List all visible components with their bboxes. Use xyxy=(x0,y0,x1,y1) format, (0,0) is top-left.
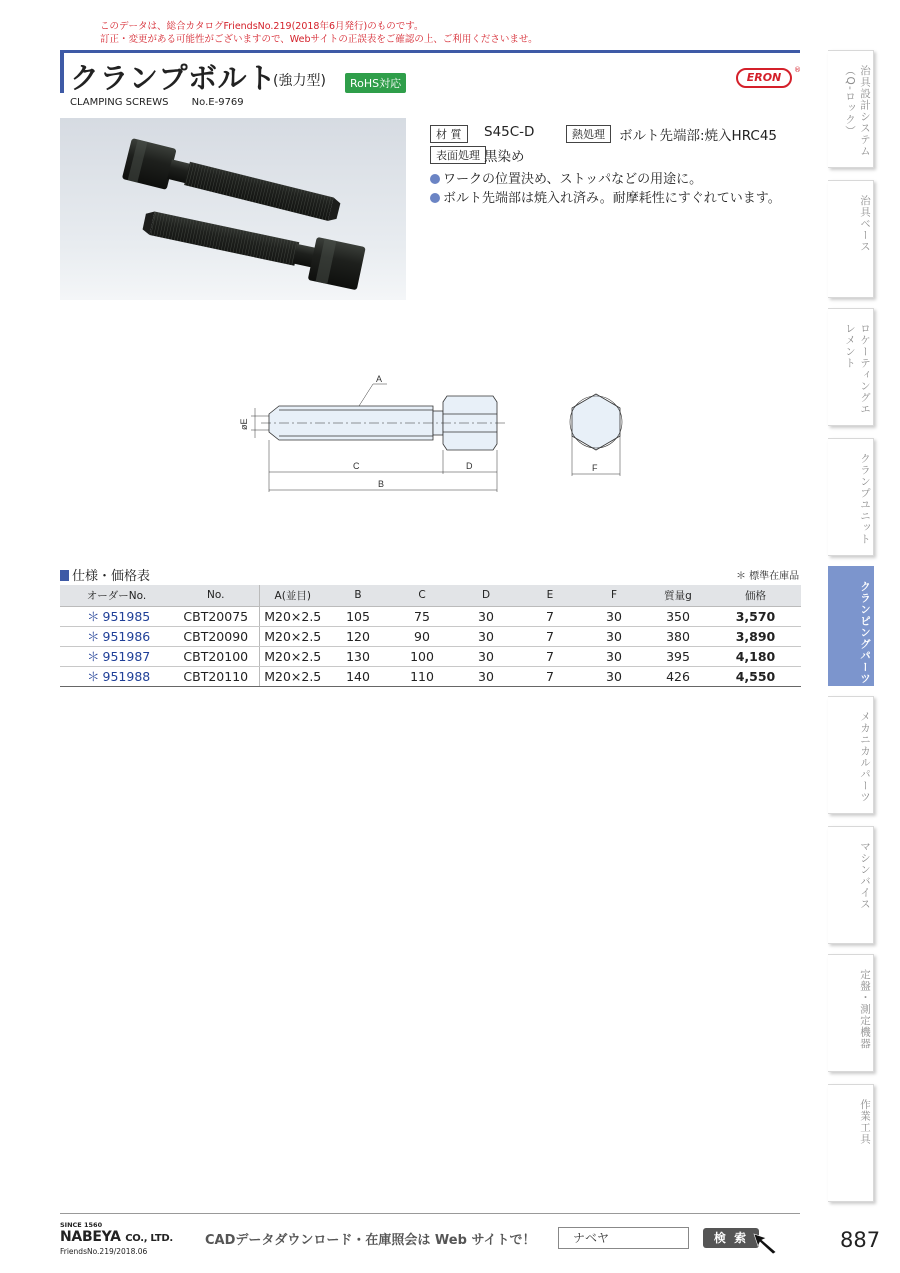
sidebar-tab-clamp-unit[interactable] xyxy=(828,438,874,556)
e-cell: 7 xyxy=(518,666,582,686)
sidebar-tab-mechanical-parts[interactable] xyxy=(828,696,874,814)
e-cell: 7 xyxy=(518,606,582,626)
sidebar-tab-label: クランプユニット xyxy=(859,453,871,545)
page-number: 887 xyxy=(840,1228,881,1252)
surface-treatment-value: 黒染め xyxy=(484,149,525,165)
heat-treatment-value: ボルト先端部:焼入HRC45 xyxy=(619,128,778,144)
footer-rule xyxy=(60,1213,800,1214)
title-rule xyxy=(60,50,800,53)
page-title: クランプボルト xyxy=(70,61,277,95)
spec-price-table xyxy=(60,585,801,687)
mass-cell: 380 xyxy=(646,626,710,646)
c-cell: 75 xyxy=(390,606,454,626)
feature-text-1: ワークの位置決め、ストッパなどの用途に。 xyxy=(443,172,703,187)
bolt-photo-illustration xyxy=(60,118,406,300)
c-cell: 100 xyxy=(390,646,454,666)
col-order-no: オーダーNo. xyxy=(60,585,173,606)
price-cell: 4,550 xyxy=(710,666,801,686)
sidebar-tab-label: 治具ベース xyxy=(859,195,871,253)
spec-table-title xyxy=(60,565,150,584)
part-no-cell: CBT20090 xyxy=(173,626,259,646)
company-since: SINCE 1560 xyxy=(60,1221,103,1229)
brand-registered-mark: ® xyxy=(794,66,801,74)
col-mass: 質量g xyxy=(646,585,710,606)
f-cell: 30 xyxy=(582,606,646,626)
rohs-badge: RoHS対応 xyxy=(345,73,406,93)
price-cell: 4,180 xyxy=(710,646,801,666)
sidebar-tab-surface-plate[interactable] xyxy=(828,954,874,1072)
sidebar-tab-jig-base[interactable] xyxy=(828,180,874,298)
bullet-dot-icon xyxy=(430,193,440,203)
part-no-cell: CBT20110 xyxy=(173,666,259,686)
search-button[interactable]: 検 索 xyxy=(703,1228,759,1248)
b-cell: 140 xyxy=(326,666,390,686)
a-cell: M20×2.5 xyxy=(259,646,326,666)
a-cell: M20×2.5 xyxy=(259,626,326,646)
part-no-cell: CBT20100 xyxy=(173,646,259,666)
sidebar-tab-label: ロケーティングエレメント xyxy=(844,323,871,415)
product-photo xyxy=(60,118,406,300)
d-cell: 30 xyxy=(454,666,518,686)
f-cell: 30 xyxy=(582,646,646,666)
table-header-row xyxy=(60,585,801,606)
mass-cell: 350 xyxy=(646,606,710,626)
c-cell: 110 xyxy=(390,666,454,686)
brand-logo: ERON xyxy=(736,68,792,88)
order-no-cell[interactable] xyxy=(60,626,173,646)
dim-label-d: D xyxy=(466,461,473,471)
table-row xyxy=(60,626,801,646)
mass-cell: 426 xyxy=(646,666,710,686)
sidebar-tab-label: クランピングパーツ xyxy=(859,581,871,685)
company-name: NABEYA xyxy=(60,1229,121,1245)
dim-label-e: øE xyxy=(239,418,249,430)
sidebar-tab-locating-element[interactable] xyxy=(828,308,874,426)
spec-table-title-text: 仕様・価格表 xyxy=(72,569,151,584)
dim-label-a: A xyxy=(376,374,383,384)
price-cell: 3,570 xyxy=(710,606,801,626)
sidebar-tab-machine-vise[interactable] xyxy=(828,826,874,944)
notice-line-2: 訂正・変更がある可能性がございますので、Webサイトの正誤表をご確認の上、ご利用くださいませ。 xyxy=(100,34,538,45)
col-e: E xyxy=(518,585,582,606)
order-no-cell[interactable] xyxy=(60,646,173,666)
feature-bullet-1 xyxy=(430,168,702,187)
feature-bullet-2 xyxy=(430,187,781,206)
order-no-cell[interactable] xyxy=(60,666,173,686)
col-no: No. xyxy=(173,585,259,606)
e-cell: 7 xyxy=(518,646,582,666)
company-suffix: CO., LTD. xyxy=(125,1233,173,1244)
catalog-edition: FriendsNo.219/2018.06 xyxy=(60,1247,148,1256)
title-accent-bar xyxy=(60,53,64,93)
order-no[interactable]: 951988 xyxy=(102,669,151,684)
stock-asterisk-icon: ＊ xyxy=(87,649,100,664)
heat-treatment-label: 熱処理 xyxy=(566,125,611,143)
stock-note: ＊ 標準在庫品 xyxy=(736,571,800,582)
a-cell: M20×2.5 xyxy=(259,606,326,626)
part-no-cell: CBT20075 xyxy=(173,606,259,626)
order-no-cell[interactable] xyxy=(60,606,173,626)
company-logo xyxy=(60,1229,173,1245)
col-price: 価格 xyxy=(710,585,801,606)
col-b: B xyxy=(326,585,390,606)
sidebar-tab-label: 作業工具 xyxy=(859,1099,871,1145)
e-cell: 7 xyxy=(518,626,582,646)
cad-download-text: CADデータダウンロード・在庫照会は Web サイトで！ xyxy=(205,1233,536,1248)
b-cell: 105 xyxy=(326,606,390,626)
sidebar-tab-label: 定盤・測定機器 xyxy=(859,969,871,1050)
b-cell: 130 xyxy=(326,646,390,666)
stock-asterisk-icon: ＊ xyxy=(87,629,100,644)
subtitle-en: CLAMPING SCREWS xyxy=(70,97,169,108)
bullet-dot-icon xyxy=(430,174,440,184)
col-d: D xyxy=(454,585,518,606)
section-marker-icon xyxy=(60,570,69,581)
table-row xyxy=(60,606,801,626)
f-cell: 30 xyxy=(582,666,646,686)
technical-drawing xyxy=(225,370,665,500)
order-no[interactable]: 951986 xyxy=(102,629,151,644)
sidebar-tab-hand-tools[interactable] xyxy=(828,1084,874,1202)
b-cell: 120 xyxy=(326,626,390,646)
d-cell: 30 xyxy=(454,626,518,646)
pointer-cursor-icon xyxy=(752,1232,780,1256)
mass-cell: 395 xyxy=(646,646,710,666)
a-cell: M20×2.5 xyxy=(259,666,326,686)
col-a: A(並目) xyxy=(259,585,326,606)
sidebar-tab-label: 治具設計システム（Q-ロック） xyxy=(844,65,871,157)
page-title-sub: (強力型) xyxy=(273,73,326,89)
order-no[interactable]: 951987 xyxy=(102,649,151,664)
col-f: F xyxy=(582,585,646,606)
catalog-notice xyxy=(100,20,538,46)
f-cell: 30 xyxy=(582,626,646,646)
dimension-drawing xyxy=(225,370,665,500)
sidebar-tab-q-lock[interactable] xyxy=(828,50,874,168)
feature-text-2: ボルト先端部は焼入れ済み。耐摩耗性にすぐれています。 xyxy=(443,191,781,206)
dim-label-c: C xyxy=(353,461,360,471)
notice-line-1: このデータは、総合カタログFriendsNo.219(2018年6月発行)のものです。 xyxy=(100,21,424,32)
dim-label-b: B xyxy=(378,479,385,489)
material-value: S45C-D xyxy=(484,124,535,140)
c-cell: 90 xyxy=(390,626,454,646)
catalog-number: No.E-9769 xyxy=(191,97,244,108)
price-cell: 3,890 xyxy=(710,626,801,646)
sidebar-tab-label: メカニカルパーツ xyxy=(859,711,871,803)
material-label: 材 質 xyxy=(430,125,468,143)
table-row xyxy=(60,646,801,666)
stock-asterisk-icon: ＊ xyxy=(87,609,100,624)
order-no[interactable]: 951985 xyxy=(102,609,151,624)
search-input[interactable]: ナベヤ xyxy=(558,1227,689,1249)
table-row xyxy=(60,666,801,686)
d-cell: 30 xyxy=(454,646,518,666)
d-cell: 30 xyxy=(454,606,518,626)
stock-asterisk-icon: ＊ xyxy=(87,669,100,684)
sidebar-tab-clamping-parts[interactable] xyxy=(828,566,874,686)
col-c: C xyxy=(390,585,454,606)
subtitle xyxy=(70,97,244,108)
sidebar-tab-label: マシンバイス xyxy=(859,841,871,910)
dim-label-f: F xyxy=(592,463,598,473)
surface-treatment-label: 表面処理 xyxy=(430,146,486,164)
